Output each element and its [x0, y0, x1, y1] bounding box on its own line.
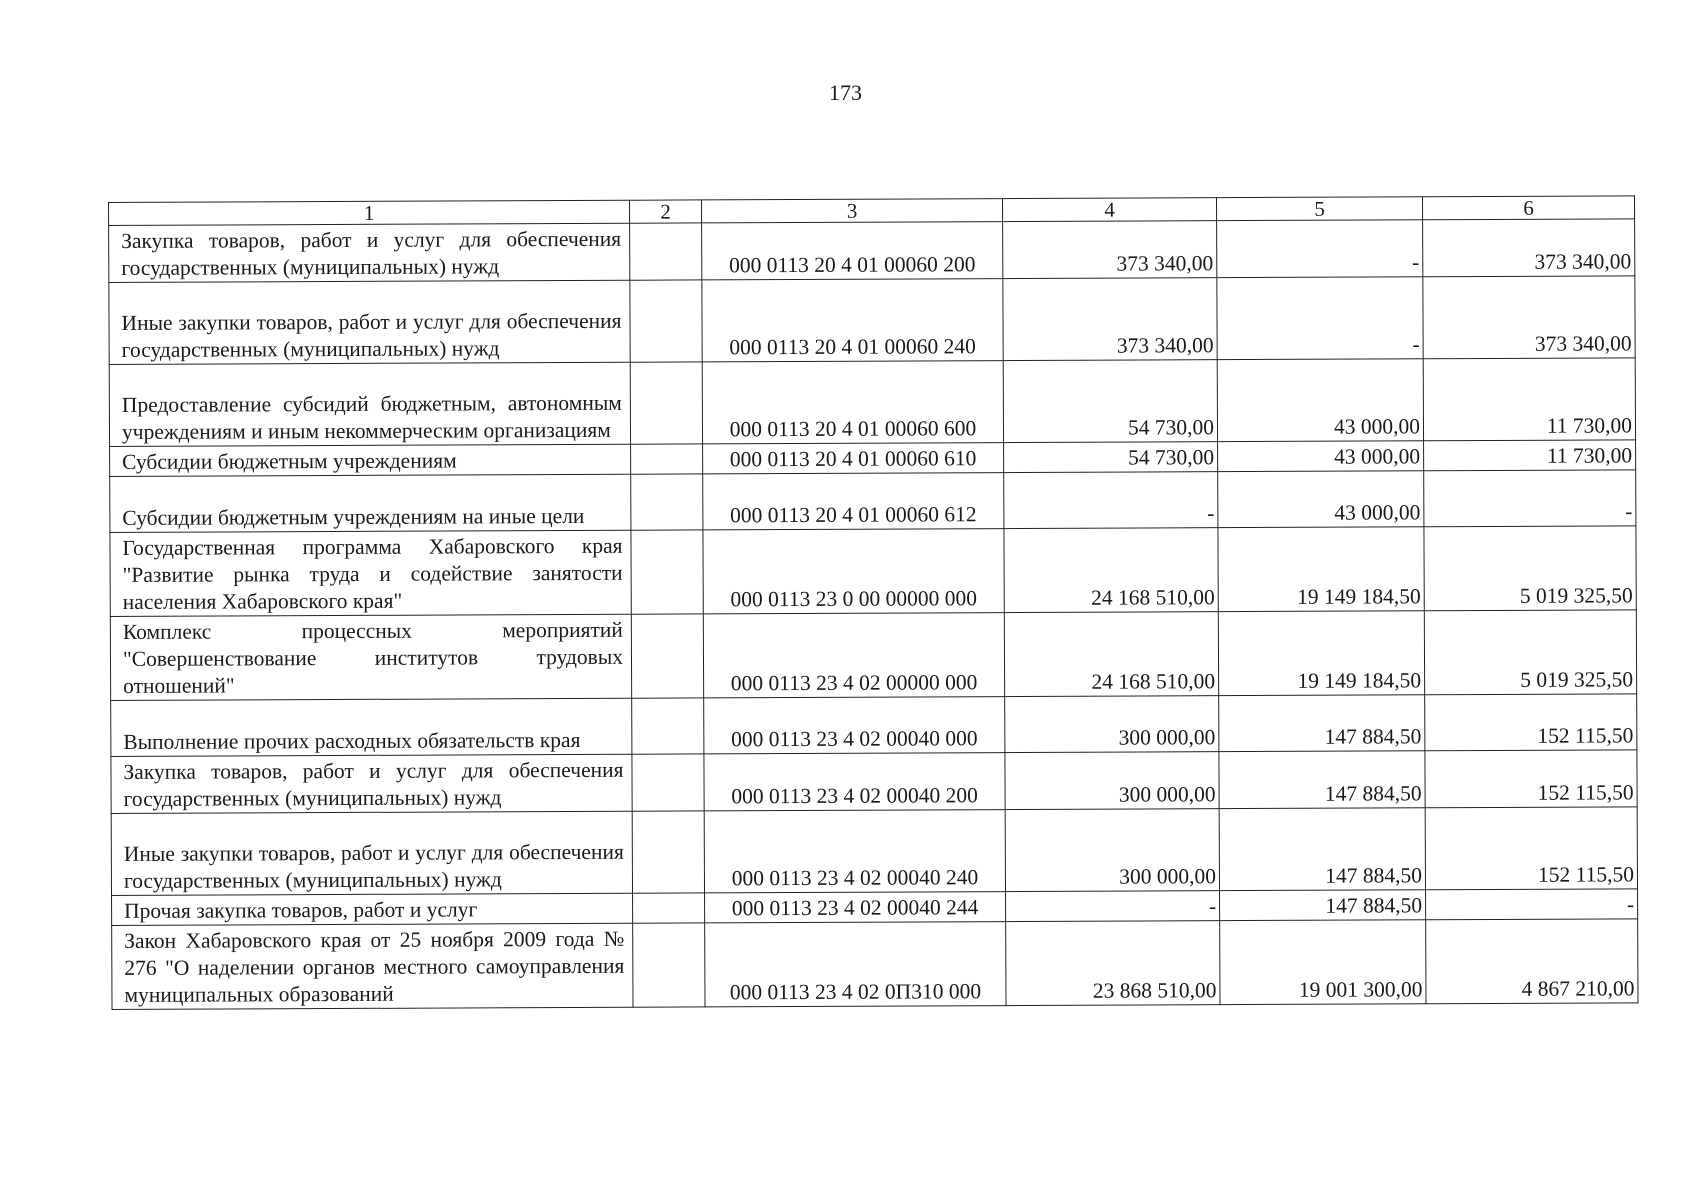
row-value-col4: 23 868 510,00 — [1006, 921, 1220, 1006]
row-code-cell: 000 0113 23 0 00 00000 000 — [703, 529, 1004, 614]
row-value-col5: 19 001 300,00 — [1220, 920, 1426, 1005]
column-header: 2 — [629, 200, 701, 223]
row-code-cell: 000 0113 23 4 02 00040 200 — [704, 753, 1005, 811]
row-value-col6: 152 115,50 — [1425, 750, 1637, 808]
row-code-cell: 000 0113 23 4 02 0П310 000 — [705, 922, 1006, 1007]
row-value-col5: 43 000,00 — [1217, 359, 1423, 442]
row-name-cell: Прочая закупка товаров, работ и услуг — [112, 893, 633, 925]
row-col2-cell — [630, 223, 702, 280]
row-col2-cell — [632, 754, 704, 811]
row-value-col6: 11 730,00 — [1424, 440, 1636, 471]
row-name-cell: Иные закупки товаров, работ и услуг для обеспечения государственных (муниципальных) нужд — [109, 280, 630, 364]
row-value-col6: 373 340,00 — [1423, 219, 1635, 277]
column-header: 1 — [109, 200, 630, 225]
row-col2-cell — [631, 474, 703, 530]
table-row — [110, 526, 1636, 617]
column-header: 3 — [701, 199, 1002, 223]
row-col2-cell — [630, 362, 702, 444]
row-value-col4: 300 000,00 — [1005, 752, 1219, 810]
row-value-col4: 373 340,00 — [1003, 278, 1217, 361]
row-value-col6: 4 867 210,00 — [1426, 919, 1638, 1004]
table-row — [111, 750, 1637, 814]
row-code-cell: 000 0113 20 4 01 00060 610 — [703, 443, 1004, 474]
row-col2-cell — [631, 530, 703, 614]
row-value-col4: - — [1004, 472, 1218, 529]
row-col2-cell — [630, 280, 702, 362]
table-row — [112, 919, 1638, 1010]
row-value-col4: 300 000,00 — [1005, 809, 1219, 892]
row-value-col6: 5 019 325,50 — [1424, 526, 1636, 611]
row-col2-cell — [632, 698, 704, 754]
row-col2-cell — [631, 614, 703, 698]
row-value-col5: 147 884,50 — [1219, 808, 1425, 891]
row-code-cell: 000 0113 20 4 01 00060 200 — [702, 222, 1003, 280]
row-code-cell: 000 0113 20 4 01 00060 600 — [702, 361, 1003, 444]
row-value-col5: 147 884,50 — [1219, 751, 1425, 809]
row-value-col6: 152 115,50 — [1425, 694, 1637, 751]
table-row — [109, 219, 1635, 283]
table-row — [111, 807, 1637, 896]
row-name-cell: Субсидии бюджетным учреждениям на иные цели — [110, 474, 631, 532]
column-header: 5 — [1216, 197, 1422, 221]
row-value-col6: 11 730,00 — [1423, 358, 1635, 441]
row-value-col4: 54 730,00 — [1003, 360, 1217, 443]
row-code-cell: 000 0113 23 4 02 00040 000 — [704, 697, 1005, 754]
table-row — [110, 470, 1636, 533]
table-row — [109, 358, 1635, 447]
row-value-col5: - — [1217, 220, 1423, 278]
row-code-cell: 000 0113 20 4 01 00060 612 — [703, 473, 1004, 530]
row-value-col5: 147 884,50 — [1219, 695, 1425, 752]
row-name-cell: Закон Хабаровского края от 25 ноября 2009 года № 276 "О наделении органов местного самоуправления муниципальных образований — [112, 923, 633, 1009]
row-name-cell: Закупка товаров, работ и услуг для обеспечения государственных (муниципальных) нужд — [111, 754, 632, 813]
page-number: 173 — [829, 80, 862, 105]
column-header: 4 — [1002, 198, 1216, 222]
row-code-cell: 000 0113 20 4 01 00060 240 — [702, 279, 1003, 362]
row-name-cell: Государственная программа Хабаровского края "Развитие рынка труда и содействие занятости населения Хабаровского края" — [110, 530, 631, 616]
row-code-cell: 000 0113 23 4 02 00040 240 — [704, 810, 1005, 893]
row-value-col4: 24 168 510,00 — [1004, 612, 1218, 697]
row-value-col6: 152 115,50 — [1425, 807, 1637, 890]
row-value-col5: 19 149 184,50 — [1218, 527, 1424, 612]
table-row — [110, 610, 1636, 701]
row-value-col6: - — [1426, 889, 1638, 920]
row-name-cell: Выполнение прочих расходных обязательств края — [111, 698, 632, 756]
row-value-col5: 147 884,50 — [1220, 890, 1426, 921]
row-col2-cell — [631, 444, 703, 474]
row-code-cell: 000 0113 23 4 02 00040 244 — [705, 892, 1006, 923]
row-value-col5: 19 149 184,50 — [1218, 611, 1424, 696]
row-name-cell: Предоставление субсидий бюджетным, автономным учреждениям и иным некоммерческим организациям — [109, 362, 630, 446]
column-header: 6 — [1422, 196, 1634, 220]
table-row — [111, 694, 1637, 757]
row-name-cell: Закупка товаров, работ и услуг для обеспечения государственных (муниципальных) нужд — [109, 223, 630, 282]
row-value-col4: 300 000,00 — [1005, 696, 1219, 753]
row-col2-cell — [632, 811, 704, 893]
row-name-cell: Комплекс процессных мероприятий "Совершенствование институтов трудовых отношений" — [110, 614, 631, 700]
row-value-col4: 24 168 510,00 — [1004, 528, 1218, 613]
row-value-col4: 54 730,00 — [1004, 442, 1218, 473]
row-name-cell: Субсидии бюджетным учреждениям — [110, 444, 631, 476]
row-col2-cell — [633, 923, 705, 1007]
row-value-col5: 43 000,00 — [1218, 471, 1424, 528]
row-col2-cell — [633, 893, 705, 923]
row-value-col6: 373 340,00 — [1423, 276, 1635, 359]
table-row — [109, 276, 1635, 365]
row-value-col5: - — [1217, 277, 1423, 360]
row-value-col6: - — [1424, 470, 1636, 527]
row-value-col6: 5 019 325,50 — [1424, 610, 1636, 695]
row-code-cell: 000 0113 23 4 02 00000 000 — [703, 613, 1004, 698]
row-value-col4: 373 340,00 — [1003, 221, 1217, 279]
row-name-cell: Иные закупки товаров, работ и услуг для обеспечения государственных (муниципальных) нужд — [111, 811, 632, 895]
row-value-col5: 43 000,00 — [1218, 441, 1424, 472]
row-value-col4: - — [1006, 891, 1220, 922]
budget-table — [108, 195, 1639, 1010]
